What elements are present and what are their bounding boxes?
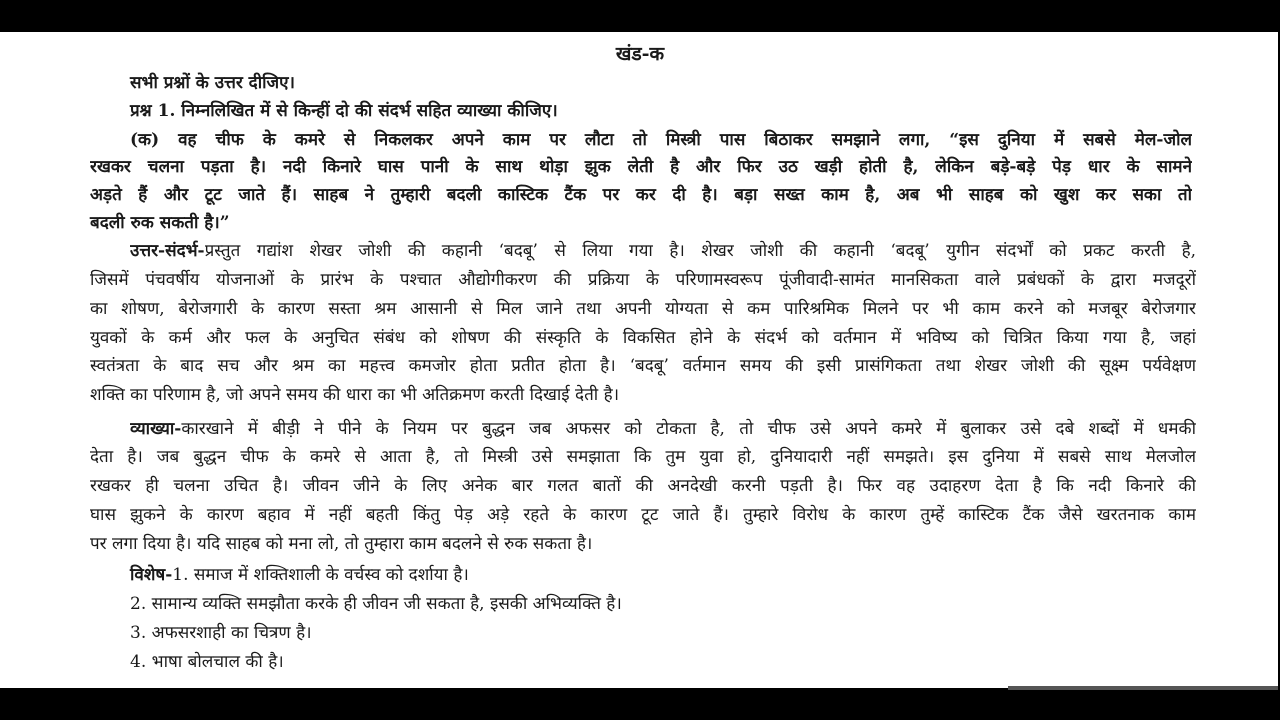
special-label: विशेष- — [130, 565, 173, 585]
passage-line: अड़ते हैं और टूट जाते हैं। साहब ने तुम्हारी बदली कास्टिक टैंक पर कर दी है। बड़ा सख्त काम है, अब भी साहब को खुश कर सका तो — [90, 185, 1192, 205]
special-point: 1. समाज में शक्तिशाली के वर्चस्व को दर्शाया है। — [172, 565, 469, 585]
document-page — [0, 32, 1278, 688]
passage-line: (क) वह चीफ के कमरे से निकलकर अपने काम पर लौटा तो मिस्त्री पास बिठाकर समझाने लगा, “इस दुनिया में सबसे मेल-जोल — [130, 130, 1192, 150]
special-point: 4. भाषा बोलचाल की है। — [130, 652, 284, 672]
special-first-line — [130, 564, 469, 586]
answer-context-line: प्रस्तुत गद्यांश शेखर जोशी की कहानी ‘बदबू’ से लिया गया है। शेखर जोशी की कहानी ‘बदबू’ युगीन संदर्भों को प्रकट करती है, — [204, 241, 1196, 261]
answer-context-line: स्वतंत्रता के बाद सच और श्रम का महत्त्व कमजोर होता प्रतीत होता है। ‘बदबू’ वर्तमान समय की इसी प्रासंगिकता तथा शेखर जोशी की सूक्ष्म पर्यवेक्षण — [90, 356, 1196, 376]
explanation-line: पर लगा दिया है। यदि साहब को मना लो, तो तुम्हारा काम बदलने से रुक सकता है। — [90, 534, 593, 554]
answer-context-first-line — [130, 240, 1196, 262]
instruction: सभी प्रश्नों के उत्तर दीजिए। — [130, 73, 295, 93]
explanation-line: कारखाने में बीड़ी ने पीने के नियम पर बुद्धन जब अफसर को टोकता है, तो चीफ उसे अपने कमरे में बुलाकर उसे दबे शब्दों में धमकी — [181, 419, 1196, 439]
explanation-line: रखकर ही चलना उचित है। जीवन जीने के लिए अनेक बार गलत बातों की अनदेखी करनी पड़ती है। फिर वह उदाहरण देता है कि नदी किनारे की — [90, 476, 1196, 496]
passage-line: बदली रुक सकती है।” — [90, 213, 230, 233]
answer-context-line: शक्ति का परिणाम है, जो अपने समय की धारा का भी अतिक्रमण करती दिखाई देती है। — [90, 385, 620, 405]
special-point: 2. सामान्य व्यक्ति समझौता करके ही जीवन जी सकता है, इसकी अभिव्यक्ति है। — [130, 594, 622, 614]
explanation-line: देता है। जब बुद्धन चीफ के कमरे से आता है, तो मिस्त्री उसे समझाता कि तुम युवा हो, दुनियादारी नहीं समझते। इस दुनिया में सबसे साथ मेलजोल — [90, 447, 1196, 467]
special-point: 3. अफसरशाही का चित्रण है। — [130, 623, 312, 643]
explanation-first-line — [130, 418, 1196, 440]
explanation-label: व्याख्या- — [130, 419, 182, 439]
answer-context-line: जिसमें पंचवर्षीय योजनाओं के प्रारंभ के पश्चात औद्योगीकरण की प्रक्रिया के परिणामस्वरूप पूंजीवादी-सामंत मानसिकता वाले प्रबंधकों के द्वारा मजदूरों — [90, 270, 1196, 290]
passage-line: रखकर चलना पड़ता है। नदी किनारे घास पानी के साथ थोड़ा झुक लेती है और फिर उठ खड़ी होती है, लेकिन बड़े-बड़े पेड़ धार के सामने — [90, 157, 1192, 177]
explanation-line: घास झुकने के कारण बहाव में नहीं बहती किंतु पेड़ अड़े रहते के कारण टूट जाते हैं। तुम्हारे विरोध के कारण तुम्हें कास्टिक टैंक जैसे खरतनाक काम — [90, 505, 1196, 525]
section-title: खंड-क — [615, 43, 665, 65]
answer-context-line: का शोषण, बेरोजगारी के कारण सस्ता श्रम आसानी से मिल जाने तथा अपनी योग्यता से कम पारिश्रमिक मिलने पर भी काम करने को मजबूर बेरोजगार — [90, 299, 1196, 319]
answer-context-label: उत्तर-संदर्भ- — [130, 241, 205, 261]
progress-bar-remnant — [1008, 686, 1278, 690]
answer-context-line: युवकों के कर्म और फल के अनुचित संबंध को शोषण की संस्कृति के विकसित होने के संदर्भ को वर्तमान में भविष्य को चित्रित किया गया है, जहां — [90, 328, 1196, 348]
question-heading: प्रश्न 1. निम्नलिखित में से किन्हीं दो की संदर्भ सहित व्याख्या कीजिए। — [130, 101, 558, 121]
